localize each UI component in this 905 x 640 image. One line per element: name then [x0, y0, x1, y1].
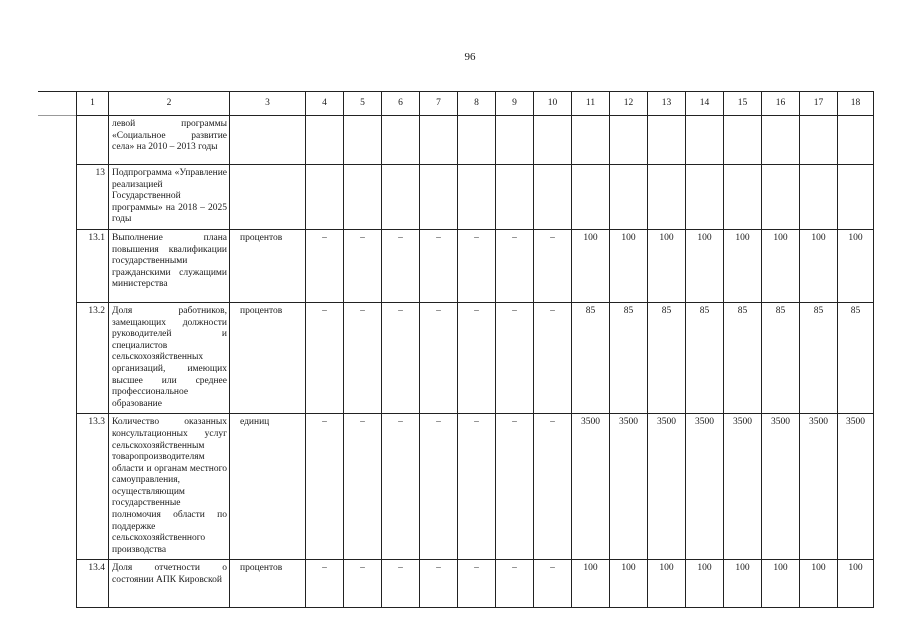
value-cell: – — [534, 229, 572, 302]
value-cell: 3500 — [838, 414, 874, 560]
value-cell: 100 — [648, 560, 686, 608]
indicator-name-cell: Доля отчетности о состоянии АПК Кировской — [109, 560, 230, 608]
column-number-cell: 12 — [610, 92, 648, 116]
indicator-table — [76, 91, 874, 608]
column-number-cell: 4 — [306, 92, 344, 116]
value-cell: – — [382, 560, 420, 608]
value-cell: 85 — [724, 302, 762, 413]
value-cell — [838, 116, 874, 165]
unit-cell — [230, 116, 306, 165]
indicator-name-cell: левой программы «Социальное развитие села» на 2010 – 2013 годы — [109, 116, 230, 165]
value-cell: 100 — [838, 229, 874, 302]
row-number-cell: 13.3 — [77, 414, 109, 560]
column-number-cell: 17 — [800, 92, 838, 116]
value-cell: 100 — [724, 560, 762, 608]
value-cell: 100 — [572, 229, 610, 302]
table-row — [77, 116, 874, 165]
value-cell: – — [534, 302, 572, 413]
row-number-cell: 13.1 — [77, 229, 109, 302]
value-cell: – — [344, 229, 382, 302]
value-cell — [458, 116, 496, 165]
value-cell — [344, 165, 382, 230]
column-number-cell: 5 — [344, 92, 382, 116]
value-cell — [458, 165, 496, 230]
value-cell: 3500 — [762, 414, 800, 560]
row-number-cell: 13.4 — [77, 560, 109, 608]
table-row — [77, 229, 874, 302]
value-cell — [382, 165, 420, 230]
value-cell: – — [306, 302, 344, 413]
value-cell — [648, 116, 686, 165]
value-cell: 100 — [648, 229, 686, 302]
value-cell — [496, 116, 534, 165]
value-cell: 3500 — [800, 414, 838, 560]
column-number-cell: 2 — [109, 92, 230, 116]
column-number-cell: 1 — [77, 92, 109, 116]
value-cell: – — [306, 560, 344, 608]
value-cell: – — [496, 302, 534, 413]
column-number-cell: 7 — [420, 92, 458, 116]
value-cell: – — [344, 560, 382, 608]
value-cell: 3500 — [724, 414, 762, 560]
value-cell — [534, 165, 572, 230]
value-cell: 100 — [686, 229, 724, 302]
indicator-name-cell: Выполнение плана повышения квалификации государственными гражданскими служащими министерства — [109, 229, 230, 302]
value-cell: 100 — [838, 560, 874, 608]
value-cell — [686, 116, 724, 165]
row-number-cell — [77, 116, 109, 165]
table-row — [77, 560, 874, 608]
column-number-cell: 11 — [572, 92, 610, 116]
unit-cell: процентов — [230, 229, 306, 302]
value-cell: 100 — [800, 560, 838, 608]
value-cell — [610, 165, 648, 230]
value-cell — [610, 116, 648, 165]
value-cell: – — [420, 414, 458, 560]
column-number-cell: 8 — [458, 92, 496, 116]
value-cell: – — [382, 302, 420, 413]
value-cell: – — [458, 302, 496, 413]
value-cell: – — [420, 229, 458, 302]
column-number-cell: 14 — [686, 92, 724, 116]
column-number-cell: 15 — [724, 92, 762, 116]
value-cell: 100 — [762, 560, 800, 608]
unit-cell: процентов — [230, 560, 306, 608]
value-cell — [534, 116, 572, 165]
unit-cell — [230, 165, 306, 230]
table-row — [77, 165, 874, 230]
value-cell: – — [496, 229, 534, 302]
value-cell — [572, 116, 610, 165]
value-cell — [724, 116, 762, 165]
column-number-cell: 16 — [762, 92, 800, 116]
value-cell: – — [306, 229, 344, 302]
value-cell: 100 — [610, 229, 648, 302]
value-cell: – — [496, 414, 534, 560]
value-cell: 85 — [838, 302, 874, 413]
value-cell: – — [496, 560, 534, 608]
margin-rule — [38, 115, 76, 116]
value-cell: 100 — [762, 229, 800, 302]
value-cell: – — [420, 560, 458, 608]
value-cell: 85 — [648, 302, 686, 413]
value-cell: 100 — [800, 229, 838, 302]
column-number-cell: 13 — [648, 92, 686, 116]
value-cell — [762, 116, 800, 165]
value-cell: 85 — [572, 302, 610, 413]
value-cell — [344, 116, 382, 165]
value-cell — [648, 165, 686, 230]
value-cell: – — [306, 414, 344, 560]
table-row — [77, 302, 874, 413]
value-cell: – — [420, 302, 458, 413]
column-number-cell: 6 — [382, 92, 420, 116]
value-cell: – — [382, 229, 420, 302]
value-cell: 85 — [686, 302, 724, 413]
value-cell — [382, 116, 420, 165]
margin-rule — [38, 91, 76, 92]
value-cell: – — [534, 414, 572, 560]
value-cell: – — [534, 560, 572, 608]
value-cell — [572, 165, 610, 230]
column-number-cell: 10 — [534, 92, 572, 116]
value-cell — [306, 165, 344, 230]
column-number-cell: 9 — [496, 92, 534, 116]
value-cell: – — [344, 302, 382, 413]
page-number: 96 — [464, 51, 476, 63]
value-cell: 3500 — [572, 414, 610, 560]
value-cell — [762, 165, 800, 230]
value-cell: 3500 — [686, 414, 724, 560]
value-cell: – — [344, 414, 382, 560]
value-cell — [420, 165, 458, 230]
indicator-name-cell: Подпрограмма «Управление реализацией Государственной программы» на 2018 – 2025 годы — [109, 165, 230, 230]
value-cell — [800, 116, 838, 165]
value-cell: 3500 — [648, 414, 686, 560]
value-cell — [420, 116, 458, 165]
value-cell: – — [458, 229, 496, 302]
value-cell — [838, 165, 874, 230]
value-cell — [306, 116, 344, 165]
column-number-cell: 18 — [838, 92, 874, 116]
indicator-name-cell: Доля работников, замещающих должности руководителей и специалистов сельскохозяйственных организаций, имеющих высшее или среднее профессиональное образование — [109, 302, 230, 413]
value-cell — [686, 165, 724, 230]
column-number-row — [77, 92, 874, 116]
value-cell: 100 — [572, 560, 610, 608]
value-cell: 100 — [610, 560, 648, 608]
value-cell: 3500 — [610, 414, 648, 560]
table-row — [77, 414, 874, 560]
unit-cell: процентов — [230, 302, 306, 413]
value-cell: 100 — [686, 560, 724, 608]
value-cell: – — [458, 560, 496, 608]
column-number-cell: 3 — [230, 92, 306, 116]
value-cell — [724, 165, 762, 230]
value-cell: – — [458, 414, 496, 560]
value-cell: – — [382, 414, 420, 560]
value-cell — [800, 165, 838, 230]
value-cell: 85 — [762, 302, 800, 413]
indicator-name-cell: Количество оказанных консультационных услуг сельскохозяйственным товаропроизводителям области и органам местного самоуправления, осуществляющим государственные полномочия области по поддержке сельскохозяйственного производства — [109, 414, 230, 560]
value-cell: 85 — [610, 302, 648, 413]
row-number-cell: 13 — [77, 165, 109, 230]
unit-cell: единиц — [230, 414, 306, 560]
value-cell — [496, 165, 534, 230]
value-cell: 100 — [724, 229, 762, 302]
row-number-cell: 13.2 — [77, 302, 109, 413]
value-cell: 85 — [800, 302, 838, 413]
